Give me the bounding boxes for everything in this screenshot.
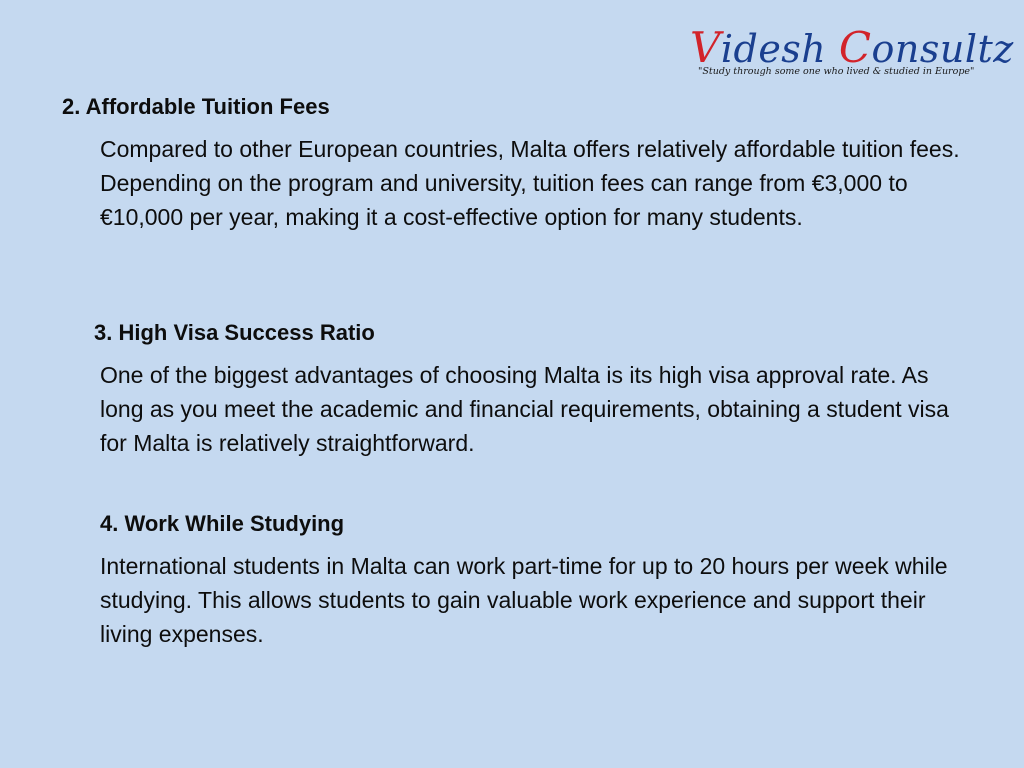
section-heading: 2. Affordable Tuition Fees [62,94,330,119]
logo-word-consultz: onsultz [871,27,1014,71]
section-heading: 3. High Visa Success Ratio [94,320,375,345]
logo-letter-v: V [690,23,721,72]
section-body: Compared to other European countries, Malta offers relatively affordable tuition fees. Depending on the program and university, tuition fees can range from €3,000 to €10,000 per year, making it a cost-effective option for many students. [100,136,960,230]
logo-letter-c: C [838,23,872,72]
logo-word-videsh: idesh [720,27,839,71]
section-body: International students in Malta can work part-time for up to 20 hours per week while studying. This allows students to gain valuable work experience and support their living expenses. [100,553,948,647]
section-heading: 4. Work While Studying [100,511,345,536]
brand-logo [690,23,1014,80]
logo-tagline: "Study through some one who lived & studied in Europe" [698,66,975,77]
section-body: One of the biggest advantages of choosing Malta is its high visa approval rate. As long as you meet the academic and financial requirements, obtaining a student visa for Malta is relatively straightforward. [100,362,949,456]
